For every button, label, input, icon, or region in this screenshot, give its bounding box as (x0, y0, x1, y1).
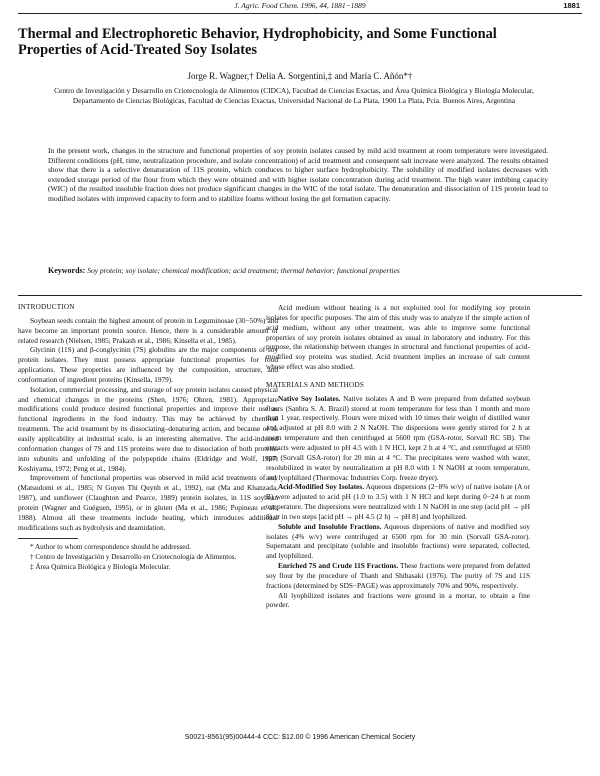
header-rule (18, 13, 582, 14)
intro-paragraph-3: Isolation, commercial processing, and storage of soy protein isolates caused physical and chemical changes in the proteins (Shen, 1976; Ohren, 1981). Appropriate modifications could produce desired functional properties and improve their use as functional ingredients in the food industry. This may be achieved by chemical treatments. The acid treatment by its dissociating–denaturing action, and because of its easily applicability at industrial scale, is an interesting alternative. The acid-induced conformation changes of 7S and 11S proteins were due to dissociation of both proteins into subunits and unfolding of the polypeptide chains (Eldridge and Wolf, 1967; Koshiyama, 1972; Peng et al., 1984). (18, 384, 278, 473)
running-header (18, 0, 582, 12)
introduction-heading: INTRODUCTION (18, 303, 75, 311)
right-column (266, 303, 530, 610)
subheading-enriched: Enriched 7S and Crude 11S Fractions. (278, 561, 399, 571)
methods-acid-modified (266, 482, 530, 521)
authors: Jorge R. Wagner,† Delia A. Sorgentini,‡ and María C. Añón*† (187, 71, 413, 81)
affiliation: Centro de Investigación y Desarrollo en Criotecnología de Alimentos (CIDCA), Facultad de Ciencias Exactas, and Área Química Biológica y Biología Molecular, Departamento de Ciencias Biológicas, Facultad de Ciencias Exactas, Universidad Nacional de La Plata, 1900 La Plata, Pcia. Buenos Aires, Argentina (54, 86, 534, 105)
keywords-rule (18, 295, 582, 296)
footnote-rule (18, 538, 78, 539)
journal-citation: J. Agric. Food Chem. 1996, 44, 1881−1889 (234, 1, 366, 10)
footnotes (18, 543, 278, 572)
subheading-native: Native Soy Isolates. (278, 393, 341, 403)
intro-paragraph-5: Acid medium without heating is a not exploited tool for modifying soy protein isolates for specific purposes. The aim of this study was to analyze if the simple action of acid medium, without any other treatment, was able to improve some functional properties of soy protein isolates obtained as usual in laboratory and industry. For this purpose, the relationship between changes in structural and functional properties of acid-modified soy proteins was studied. Acid treatment implies an increase of salt content whose effect was also studied. (266, 303, 530, 372)
page-number: 1881 (563, 1, 580, 10)
text-acid: Aqueous dispersions (2−8% w/v) of native isolate (A or B) were adjusted to acid pH (1.0 to 3.5) with 1 N HCl and kept during 0−24 h at room temperature. The dispersions were neutralized with 1 N NaOH in one step (acid pH → pH 8) or in two steps [acid pH → pH 4.5 (2 h) → pH 8] and lyophilized. (266, 482, 530, 521)
article-title: Thermal and Electrophoretic Behavior, Hydrophobicity, and Some Functional Properties of Acid-Treated Soy Isolates (18, 26, 497, 58)
text-enriched: These fractions were prepared from defatted soy flour by the procedure of Thanh and Shibasaki (1976). The purity of 7S and 11S fractions (determined by SDS−PAGE) was approximately 70% and 90%, respectively. (266, 561, 530, 590)
keywords-label: Keywords: (48, 266, 86, 275)
methods-enriched (266, 561, 530, 591)
footnote-corresponding: * Author to whom correspondence should be addressed. (30, 543, 191, 552)
keywords-text: Soy protein; soy isolate; chemical modification; acid treatment; thermal behavior; functional properties (87, 266, 400, 275)
text-native: Native isolates A and B were prepared from defatted soybean flours (Sanbra S. A. Brazil) stored at room temperature for less than 1 month and more than 1 year, respectively. Flours were mixed with 10 times their weight of distilled water and adjusted at pH 8.0 with 2 N NaOH. The dispersions were gently stirred for 2 h at room temperature and then centrifuged at 5600 rpm (GSA-rotor, Sorvall RC 5B). The extracts were adjusted to pH 4.5 with 1 N HCl, kept 2 h at 4 °C, and centrifuged at 6500 rpm (Sorvall GSA-rotor) for 20 min at 4 °C. The precipitates were washed with water, resolubilized in water by neutralization at pH 8.0 with 1 N NaOH at room temperature, and lyophilized (Thermovac Industries Corp. freeze dryer). (266, 393, 531, 482)
methods-native-isolates (266, 394, 530, 483)
methods-fractions (266, 522, 530, 561)
intro-paragraph-1: Soybean seeds contain the highest amount of protein in Leguminosae (30−50%) and have become an important protein source. Hence, there is a considerable amount of related research (Nielsen, 1985; Prakash et al., 1986; Kinsella et al., 1985). (18, 315, 278, 345)
subheading-acid: Acid-Modified Soy Isolates. (278, 482, 365, 492)
left-column (18, 303, 278, 572)
intro-paragraph-2: Glycinin (11S) and β-conglycinin (7S) globulins are the major components of soy protein isolates. They must possess appropriate functional properties for food applications. These properties are influenced by the composition, structure, and conformation of ingredient proteins (Kinsella, 1979). (18, 345, 278, 384)
methods-grinding: All lyophilized isolates and fractions were ground in a mortar, to obtain a fine powder. (266, 590, 530, 610)
keywords (48, 266, 548, 276)
copyright-footer: S0021-8561(95)00444-4 CCC: $12.00 © 1996 American Chemical Society (184, 734, 416, 741)
methods-heading: MATERIALS AND METHODS (266, 380, 365, 389)
footnote-double-dagger: ‡ Área Química Biológica y Biología Molecular. (30, 562, 171, 571)
intro-paragraph-4: Improvement of functional properties was observed in mild acid treatments of soy (Matsudomi et al., 1985; N Guyen Thi Quynh et al., 1992), oat (Ma and Khanzada, 1987), and sunflower (Claughton and Pearce, 1989) protein isolates, in 11S soybean protein (Wagner and Guéguen, 1995), or in gluten (Ma et al., 1986; Popineau et al., 1988). Almost all these treatments include heating, which introduces additional modifications such as hydrolysis and deamidation. (18, 473, 278, 532)
subheading-fractions: Soluble and Insoluble Fractions. (278, 521, 382, 531)
abstract: In the present work, changes in the structure and functional properties of soy protein isolates caused by mild acid treatment at room temperature were investigated. Different conditions (pH, time, neutralization procedure, and isolate concentration) of acid treatment and consequent salt increase were analyzed. The results obtained show that there is a selective denaturation of 11S protein, which conduces to higher surface hydrophobicity. The solubility of modified isolates decreases with extended storage period of the flour from which they were obtained and with higher isolate concentration during acid treatment. The high water imbibing capacity (WIC) of the resulted insoluble fraction does not produce significant changes in the WIC of the total isolate. The denaturation and dissociation of 11S protein lead to modified isolates with improved capacity to form and to stabilize foams without losing the gel formation capacity. (48, 146, 548, 203)
footnote-dagger: † Centro de Investigación y Desarrollo en Criotecnología de Alimentos. (30, 553, 237, 561)
text-fractions: Aqueous dispersions of native and modified soy isolates (4% w/v) were centrifuged at 6500 rpm for 30 min (Sorvall GSA-rotor). Supernatant and precipitate (soluble and insoluble fractions) were separated, collected, and lyophilized. (266, 521, 530, 561)
